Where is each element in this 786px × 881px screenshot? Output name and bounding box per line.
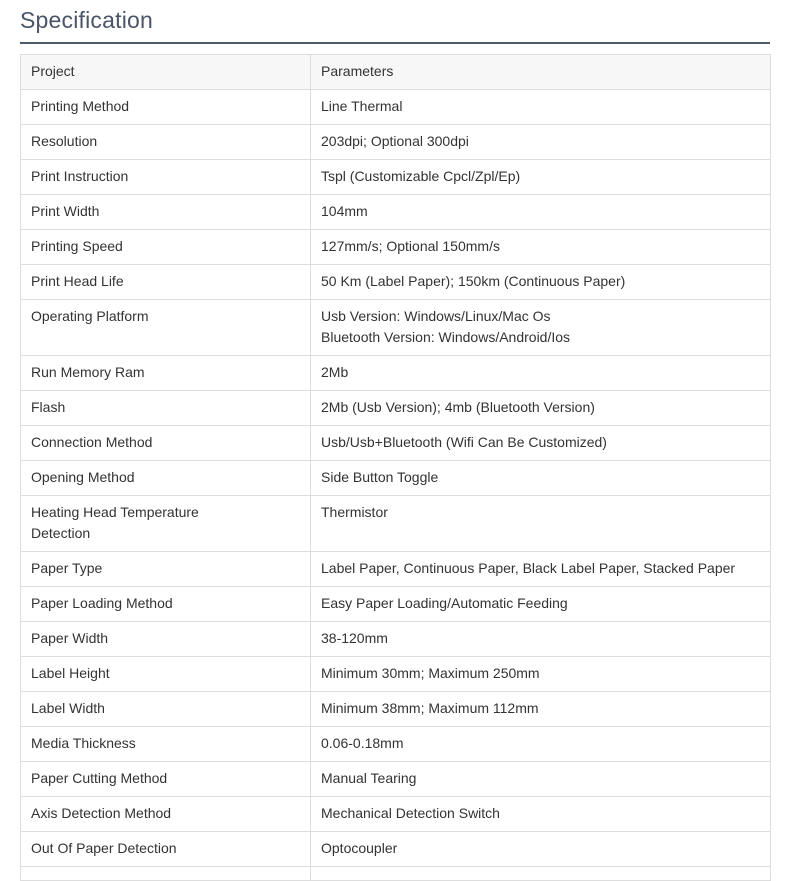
spec-project-cell: Paper Loading Method [21,587,311,622]
spec-parameters-cell [311,265,771,300]
spec-parameters-cell [311,461,771,496]
spec-project-cell: Label Height [21,657,311,692]
spec-parameters-cell [311,230,771,265]
spec-parameter-line: Usb Version: Windows/Linux/Mac Os [321,308,551,324]
spec-parameters-cell [311,125,771,160]
spec-parameter-line: Optocoupler [321,840,398,856]
spec-parameter-line: 104mm [321,203,368,219]
spec-project-cell: Axis Detection Method [21,797,311,832]
spec-parameters-cell [311,300,771,356]
spec-parameter-line: Mechanical Detection Switch [321,805,500,821]
table-row [21,125,771,160]
spec-project-cell: Paper Width [21,622,311,657]
table-row [21,356,771,391]
spec-parameter-line: Bluetooth Version: Windows/Android/Ios [321,329,571,345]
spec-project-cell: Run Memory Ram [21,356,311,391]
spec-parameter-line: 127mm/s; Optional 150mm/s [321,238,500,254]
spec-parameters-cell [311,90,771,125]
table-row [21,867,771,881]
spec-parameter-line: 2Mb [321,364,349,380]
table-row [21,391,771,426]
spec-project-cell: Out Of Paper Detection [21,832,311,867]
spec-project-cell: Flash [21,391,311,426]
table-row [21,727,771,762]
spec-project-cell: Resolution [21,125,311,160]
spec-parameters-cell [311,160,771,195]
table-row [21,692,771,727]
specification-table-body [21,55,771,881]
spec-parameter-line: 38-120mm [321,630,388,646]
spec-parameters-cell [311,692,771,727]
table-row [21,90,771,125]
page-title: Specification [20,7,154,33]
specification-table [20,54,771,881]
title-divider [20,42,770,44]
spec-parameters-cell [311,797,771,832]
table-row [21,797,771,832]
spec-parameter-line: Minimum 38mm; Maximum 112mm [321,700,539,716]
spec-parameters-cell [311,867,771,881]
spec-parameter-line: 203dpi; Optional 300dpi [321,133,469,149]
table-row [21,230,771,265]
spec-project-cell: Printing Speed [21,230,311,265]
spec-project-cell [21,867,311,881]
spec-project-cell: Heating Head Temperature Detection [21,496,311,552]
spec-project-cell: Opening Method [21,461,311,496]
spec-project-cell: Printing Method [21,90,311,125]
spec-parameters-cell [311,657,771,692]
table-row [21,426,771,461]
spec-parameter-line: 0.06-0.18mm [321,735,404,751]
table-row [21,552,771,587]
spec-parameters-cell [311,727,771,762]
spec-project-cell: Paper Type [21,552,311,587]
table-row [21,300,771,356]
table-row [21,832,771,867]
spec-parameter-line: Side Button Toggle [321,469,439,485]
spec-parameter-line: 2Mb (Usb Version); 4mb (Bluetooth Version) [321,399,595,415]
table-row [21,160,771,195]
table-row [21,265,771,300]
spec-parameter-line: Tspl (Customizable Cpcl/Zpl/Ep) [321,168,521,184]
spec-parameter-line: Minimum 30mm; Maximum 250mm [321,665,540,681]
spec-parameter-line: Usb/Usb+Bluetooth (Wifi Can Be Customized) [321,434,607,450]
spec-project-cell: Connection Method [21,426,311,461]
spec-parameters-cell [311,587,771,622]
column-header-parameters: Parameters [311,55,771,90]
spec-parameter-line: Thermistor [321,504,388,520]
spec-project-cell: Print Head Life [21,265,311,300]
table-row [21,657,771,692]
table-row [21,195,771,230]
table-row [21,496,771,552]
spec-parameters-cell [311,762,771,797]
spec-parameters-cell [311,195,771,230]
spec-project-cell: Print Width [21,195,311,230]
spec-parameters-cell [311,552,771,587]
table-row [21,622,771,657]
spec-parameters-cell [311,391,771,426]
spec-parameter-line: Easy Paper Loading/Automatic Feeding [321,595,568,611]
spec-parameters-cell [311,426,771,461]
spec-parameter-line: Line Thermal [321,98,403,114]
table-row [21,461,771,496]
spec-project-cell: Operating Platform [21,300,311,356]
table-row [21,762,771,797]
column-header-project: Project [21,55,311,90]
spec-parameters-cell [311,622,771,657]
spec-parameters-cell [311,356,771,391]
spec-parameters-cell [311,832,771,867]
spec-project-cell: Media Thickness [21,727,311,762]
spec-parameters-cell [311,496,771,552]
table-header-row [21,55,771,90]
table-row [21,587,771,622]
spec-parameter-line: 50 Km (Label Paper); 150km (Continuous Paper) [321,273,626,289]
spec-parameter-line: Manual Tearing [321,770,417,786]
spec-project-cell: Paper Cutting Method [21,762,311,797]
spec-project-cell: Label Width [21,692,311,727]
spec-parameter-line: Label Paper, Continuous Paper, Black Label Paper, Stacked Paper [321,560,736,576]
spec-project-cell: Print Instruction [21,160,311,195]
